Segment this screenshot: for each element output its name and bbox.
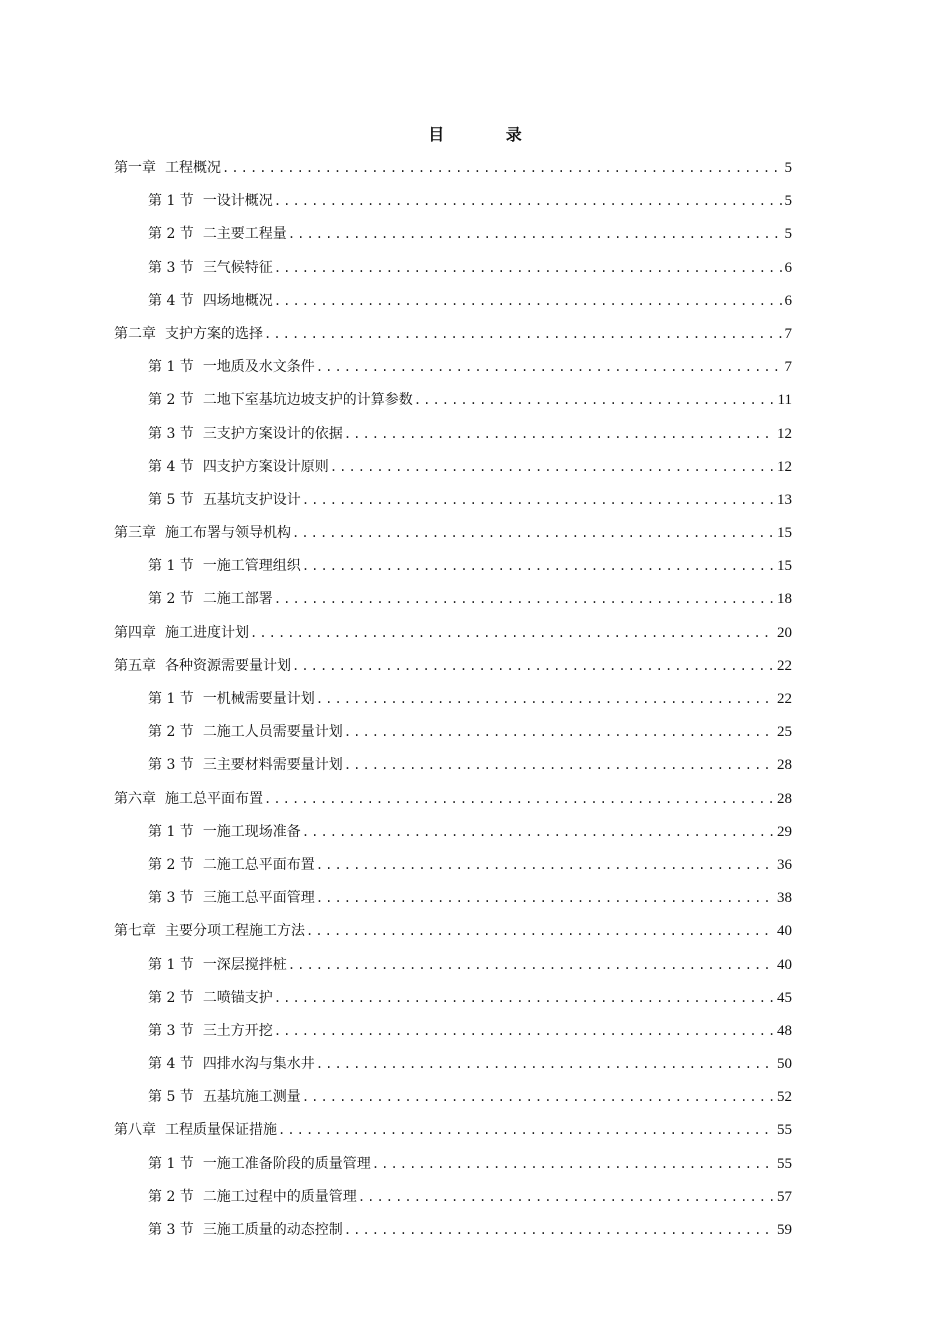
- toc-section-entry[interactable]: [114, 952, 792, 985]
- toc-entry-title: 施工布署与领导机构: [165, 525, 291, 542]
- toc-entry-title: 五基坑施工测量: [202, 1089, 301, 1106]
- toc-entry-title: 四排水沟与集水井: [202, 1056, 315, 1073]
- toc-entry-title: 一施工现场准备: [202, 823, 301, 840]
- toc-dot-leader: [302, 819, 775, 845]
- toc-dot-leader: [306, 918, 775, 944]
- toc-entry-number: 第一章: [114, 160, 156, 176]
- toc-page-number: 15: [777, 558, 792, 575]
- toc-page-number: 36: [777, 856, 792, 873]
- toc-title: 目 录: [428, 125, 550, 144]
- toc-chapter-entry[interactable]: [114, 155, 792, 188]
- toc-entry-title: 一施工管理组织: [202, 558, 301, 575]
- toc-dot-leader: [264, 786, 775, 812]
- toc-entry-label: [148, 487, 301, 513]
- toc-dot-leader: [274, 288, 783, 314]
- toc-dot-leader: [316, 686, 775, 712]
- toc-chapter-entry[interactable]: [114, 918, 792, 951]
- toc-page-number: 55: [777, 1122, 792, 1139]
- toc-entry-title: 工程质量保证措施: [165, 1122, 277, 1139]
- toc-dot-leader: [274, 586, 775, 612]
- toc-entry-label: [148, 1018, 273, 1044]
- toc-dot-leader: [278, 1117, 775, 1143]
- toc-page-number: 40: [777, 923, 792, 940]
- toc-entry-number: 第 3 节: [148, 1022, 194, 1039]
- toc-entry-title: 支护方案的选择: [165, 325, 263, 342]
- toc-page-number: 12: [777, 425, 792, 442]
- toc-entry-number: 第七章: [114, 923, 156, 940]
- toc-entry-number: 第 4 节: [148, 292, 194, 309]
- toc-entry-number: 第 1 节: [148, 823, 194, 840]
- toc-dot-leader: [288, 221, 783, 247]
- toc-page-number: 11: [777, 392, 792, 409]
- toc-dot-leader: [274, 985, 775, 1011]
- toc-entry-number: 第 5 节: [148, 491, 194, 508]
- toc-entry-title: 四支护方案设计原则: [202, 458, 329, 475]
- toc-page-number: 52: [777, 1089, 792, 1106]
- toc-entry-label: [148, 952, 287, 978]
- toc-page-number: 48: [777, 1022, 792, 1039]
- toc-entry-label: [148, 885, 315, 911]
- toc-dot-leader: [316, 1051, 775, 1077]
- toc-entry-label: [148, 553, 301, 579]
- toc-entry-number: 第 1 节: [148, 1155, 194, 1172]
- toc-entry-label: [148, 1184, 357, 1210]
- toc-page-number: 6: [784, 259, 792, 276]
- toc-section-entry[interactable]: [114, 1151, 792, 1184]
- toc-dot-leader: [344, 752, 775, 778]
- toc-dot-leader: [274, 1018, 775, 1044]
- toc-page-number: 5: [784, 226, 792, 243]
- toc-page-number: 29: [777, 823, 792, 840]
- toc-entry-label: [148, 1217, 343, 1243]
- toc-section-entry[interactable]: [114, 1018, 792, 1051]
- toc-entry-label: [148, 819, 301, 845]
- toc-entry-title: 三土方开挖: [202, 1022, 273, 1039]
- toc-page-number: 20: [777, 624, 792, 641]
- toc-entry-label: [114, 155, 221, 181]
- toc-entry-title: 一机械需要量计划: [202, 691, 315, 707]
- toc-section-entry[interactable]: [114, 288, 792, 321]
- toc-section-entry[interactable]: [114, 454, 792, 487]
- toc-entry-number: 第八章: [114, 1122, 156, 1139]
- toc-entry-number: 第 3 节: [148, 890, 194, 907]
- toc-dot-leader: [372, 1151, 775, 1177]
- toc-entry-number: 第 2 节: [148, 392, 194, 409]
- toc-page-number: 22: [777, 691, 792, 707]
- toc-entry-title: 主要分项工程施工方法: [165, 923, 305, 940]
- toc-dot-leader: [414, 387, 776, 413]
- toc-section-entry[interactable]: [114, 387, 792, 420]
- toc-section-entry[interactable]: [114, 1084, 792, 1117]
- toc-entry-title: 施工进度计划: [165, 624, 249, 641]
- toc-page-number: 28: [777, 790, 792, 807]
- toc-page-number: 12: [777, 458, 792, 475]
- toc-entry-label: [148, 454, 329, 480]
- toc-entry-label: [148, 752, 343, 778]
- toc-section-entry[interactable]: [114, 553, 792, 586]
- toc-entry-label: [148, 255, 273, 281]
- toc-entry-number: 第 2 节: [148, 724, 194, 741]
- toc-entry-label: [114, 520, 291, 546]
- toc-section-entry[interactable]: [114, 752, 792, 785]
- toc-page-number: 13: [777, 491, 792, 508]
- toc-entry-number: 第 3 节: [148, 259, 194, 276]
- toc-dot-leader: [316, 885, 775, 911]
- toc-entry-label: [114, 1117, 277, 1143]
- toc-page-number: 7: [784, 359, 792, 376]
- toc-entry-label: [148, 1084, 301, 1110]
- toc-entry-number: 第 2 节: [148, 989, 194, 1006]
- toc-entry-number: 第 2 节: [148, 226, 194, 243]
- toc-chapter-entry[interactable]: [114, 653, 792, 686]
- toc-entry-number: 第五章: [114, 657, 156, 674]
- toc-entry-title: 三气候特征: [202, 259, 273, 276]
- toc-entry-label: [114, 653, 291, 679]
- toc-entry-label: [148, 1151, 371, 1177]
- toc-entry-title: 一设计概况: [202, 193, 273, 210]
- toc-section-entry[interactable]: [114, 354, 792, 387]
- toc-dot-leader: [292, 653, 775, 679]
- toc-section-entry[interactable]: [114, 985, 792, 1018]
- toc-entry-title: 四场地概况: [202, 292, 273, 309]
- toc-entry-title: 二喷锚支护: [202, 989, 273, 1006]
- toc-page-number: 57: [777, 1188, 792, 1205]
- toc-entry-number: 第 1 节: [148, 956, 194, 973]
- toc-entry-number: 第六章: [114, 790, 156, 807]
- toc-entry-number: 第 4 节: [148, 458, 194, 475]
- toc-entry-title: 二施工总平面布置: [202, 856, 315, 873]
- toc-dot-leader: [344, 719, 775, 745]
- toc-entry-title: 二地下室基坑边坡支护的计算参数: [202, 392, 413, 409]
- toc-page-number: 59: [777, 1222, 792, 1238]
- toc-section-entry[interactable]: [114, 819, 792, 852]
- toc-section-entry[interactable]: [114, 221, 792, 254]
- toc-page-number: 15: [777, 525, 792, 542]
- toc-entry-title: 二主要工程量: [202, 226, 287, 243]
- toc-dot-leader: [330, 454, 775, 480]
- toc-dot-leader: [316, 354, 783, 380]
- toc-page-number: 40: [777, 956, 792, 973]
- toc-dot-leader: [302, 1084, 775, 1110]
- toc-section-entry[interactable]: [114, 188, 792, 221]
- toc-chapter-entry[interactable]: [114, 620, 792, 653]
- toc-page-number: 6: [784, 292, 792, 309]
- toc-entry-label: [148, 852, 315, 878]
- toc-page-number: 22: [777, 657, 792, 674]
- toc-section-entry[interactable]: [114, 487, 792, 520]
- toc-entry-number: 第 3 节: [148, 425, 194, 442]
- toc-page-number: 45: [777, 989, 792, 1006]
- toc-dot-leader: [222, 155, 783, 181]
- toc-chapter-entry[interactable]: [114, 1117, 792, 1150]
- toc-dot-leader: [288, 952, 775, 978]
- toc-entry-label: [148, 188, 273, 214]
- toc-section-entry[interactable]: [114, 421, 792, 454]
- toc-dot-leader: [344, 421, 775, 447]
- toc-page-number: 5: [784, 193, 792, 210]
- toc-entry-number: 第 1 节: [148, 193, 194, 210]
- toc-entry-label: [148, 719, 343, 745]
- toc-section-entry[interactable]: [114, 719, 792, 752]
- toc-chapter-entry[interactable]: [114, 321, 792, 354]
- toc-dot-leader: [344, 1217, 775, 1243]
- toc-dot-leader: [316, 852, 775, 878]
- toc-entry-title: 二施工过程中的质量管理: [202, 1188, 357, 1205]
- toc-entry-label: [148, 387, 413, 413]
- toc-entry-title: 一深层搅拌桩: [202, 956, 287, 973]
- toc-entry-label: [114, 918, 305, 944]
- toc-dot-leader: [292, 520, 775, 546]
- toc-entry-number: 第 4 节: [148, 1056, 194, 1073]
- toc-entry-number: 第 5 节: [148, 1089, 194, 1106]
- toc-entry-title: 五基坑支护设计: [202, 491, 301, 508]
- toc-section-entry[interactable]: [114, 1217, 792, 1250]
- toc-entry-title: 工程概况: [165, 160, 221, 176]
- toc-entry-number: 第 1 节: [148, 558, 194, 575]
- toc-page-number: 5: [784, 160, 792, 176]
- toc-entry-title: 三施工总平面管理: [202, 890, 315, 907]
- toc-dot-leader: [250, 620, 775, 646]
- toc-dot-leader: [302, 553, 775, 579]
- toc-dot-leader: [302, 487, 775, 513]
- toc-entry-title: 三主要材料需要量计划: [202, 757, 343, 774]
- toc-section-entry[interactable]: [114, 852, 792, 885]
- toc-entry-label: [148, 221, 287, 247]
- toc-entry-number: 第 2 节: [148, 856, 194, 873]
- toc-entry-label: [148, 586, 273, 612]
- toc-entry-title: 各种资源需要量计划: [165, 657, 291, 674]
- toc-entry-title: 一地质及水文条件: [202, 359, 315, 376]
- toc-dot-leader: [274, 255, 783, 281]
- toc-page-number: 38: [777, 890, 792, 907]
- toc-section-entry[interactable]: [114, 255, 792, 288]
- toc-chapter-entry[interactable]: [114, 786, 792, 819]
- toc-section-entry[interactable]: [114, 686, 792, 719]
- toc-entry-number: 第 2 节: [148, 591, 194, 608]
- toc-page-number: 55: [777, 1155, 792, 1172]
- toc-entry-number: 第 3 节: [148, 757, 194, 774]
- toc-section-entry[interactable]: [114, 1184, 792, 1217]
- toc-section-entry[interactable]: [114, 586, 792, 619]
- toc-entry-title: 二施工部署: [202, 591, 273, 608]
- toc-section-entry[interactable]: [114, 885, 792, 918]
- toc-entry-label: [114, 620, 249, 646]
- toc-entry-label: [114, 321, 263, 347]
- toc-entry-title: 施工总平面布置: [165, 790, 263, 807]
- toc-entry-number: 第 1 节: [148, 359, 194, 376]
- toc-section-entry[interactable]: [114, 1051, 792, 1084]
- toc-entry-label: [148, 686, 315, 712]
- toc-dot-leader: [264, 321, 783, 347]
- toc-entry-title: 三支护方案设计的依据: [202, 425, 343, 442]
- toc-entry-label: [114, 786, 263, 812]
- toc-page-number: 25: [777, 724, 792, 741]
- toc-page-number: 50: [777, 1056, 792, 1073]
- toc-entry-label: [148, 985, 273, 1011]
- toc-entry-number: 第 1 节: [148, 691, 194, 707]
- toc-entry-title: 二施工人员需要量计划: [202, 724, 343, 741]
- toc-page-number: 7: [784, 325, 792, 342]
- toc-entry-number: 第 3 节: [148, 1222, 194, 1238]
- toc-entry-number: 第四章: [114, 624, 156, 641]
- toc-entry-number: 第三章: [114, 525, 156, 542]
- table-of-contents: [114, 155, 792, 1250]
- toc-entry-label: [148, 421, 343, 447]
- toc-page-number: 18: [777, 591, 792, 608]
- toc-dot-leader: [358, 1184, 775, 1210]
- toc-entry-label: [148, 288, 273, 314]
- toc-chapter-entry[interactable]: [114, 520, 792, 553]
- toc-entry-number: 第二章: [114, 325, 156, 342]
- toc-entry-title: 三施工质量的动态控制: [202, 1222, 343, 1238]
- toc-page-number: 28: [777, 757, 792, 774]
- toc-entry-label: [148, 1051, 315, 1077]
- toc-entry-number: 第 2 节: [148, 1188, 194, 1205]
- toc-entry-title: 一施工准备阶段的质量管理: [202, 1155, 371, 1172]
- toc-entry-label: [148, 354, 315, 380]
- toc-dot-leader: [274, 188, 783, 214]
